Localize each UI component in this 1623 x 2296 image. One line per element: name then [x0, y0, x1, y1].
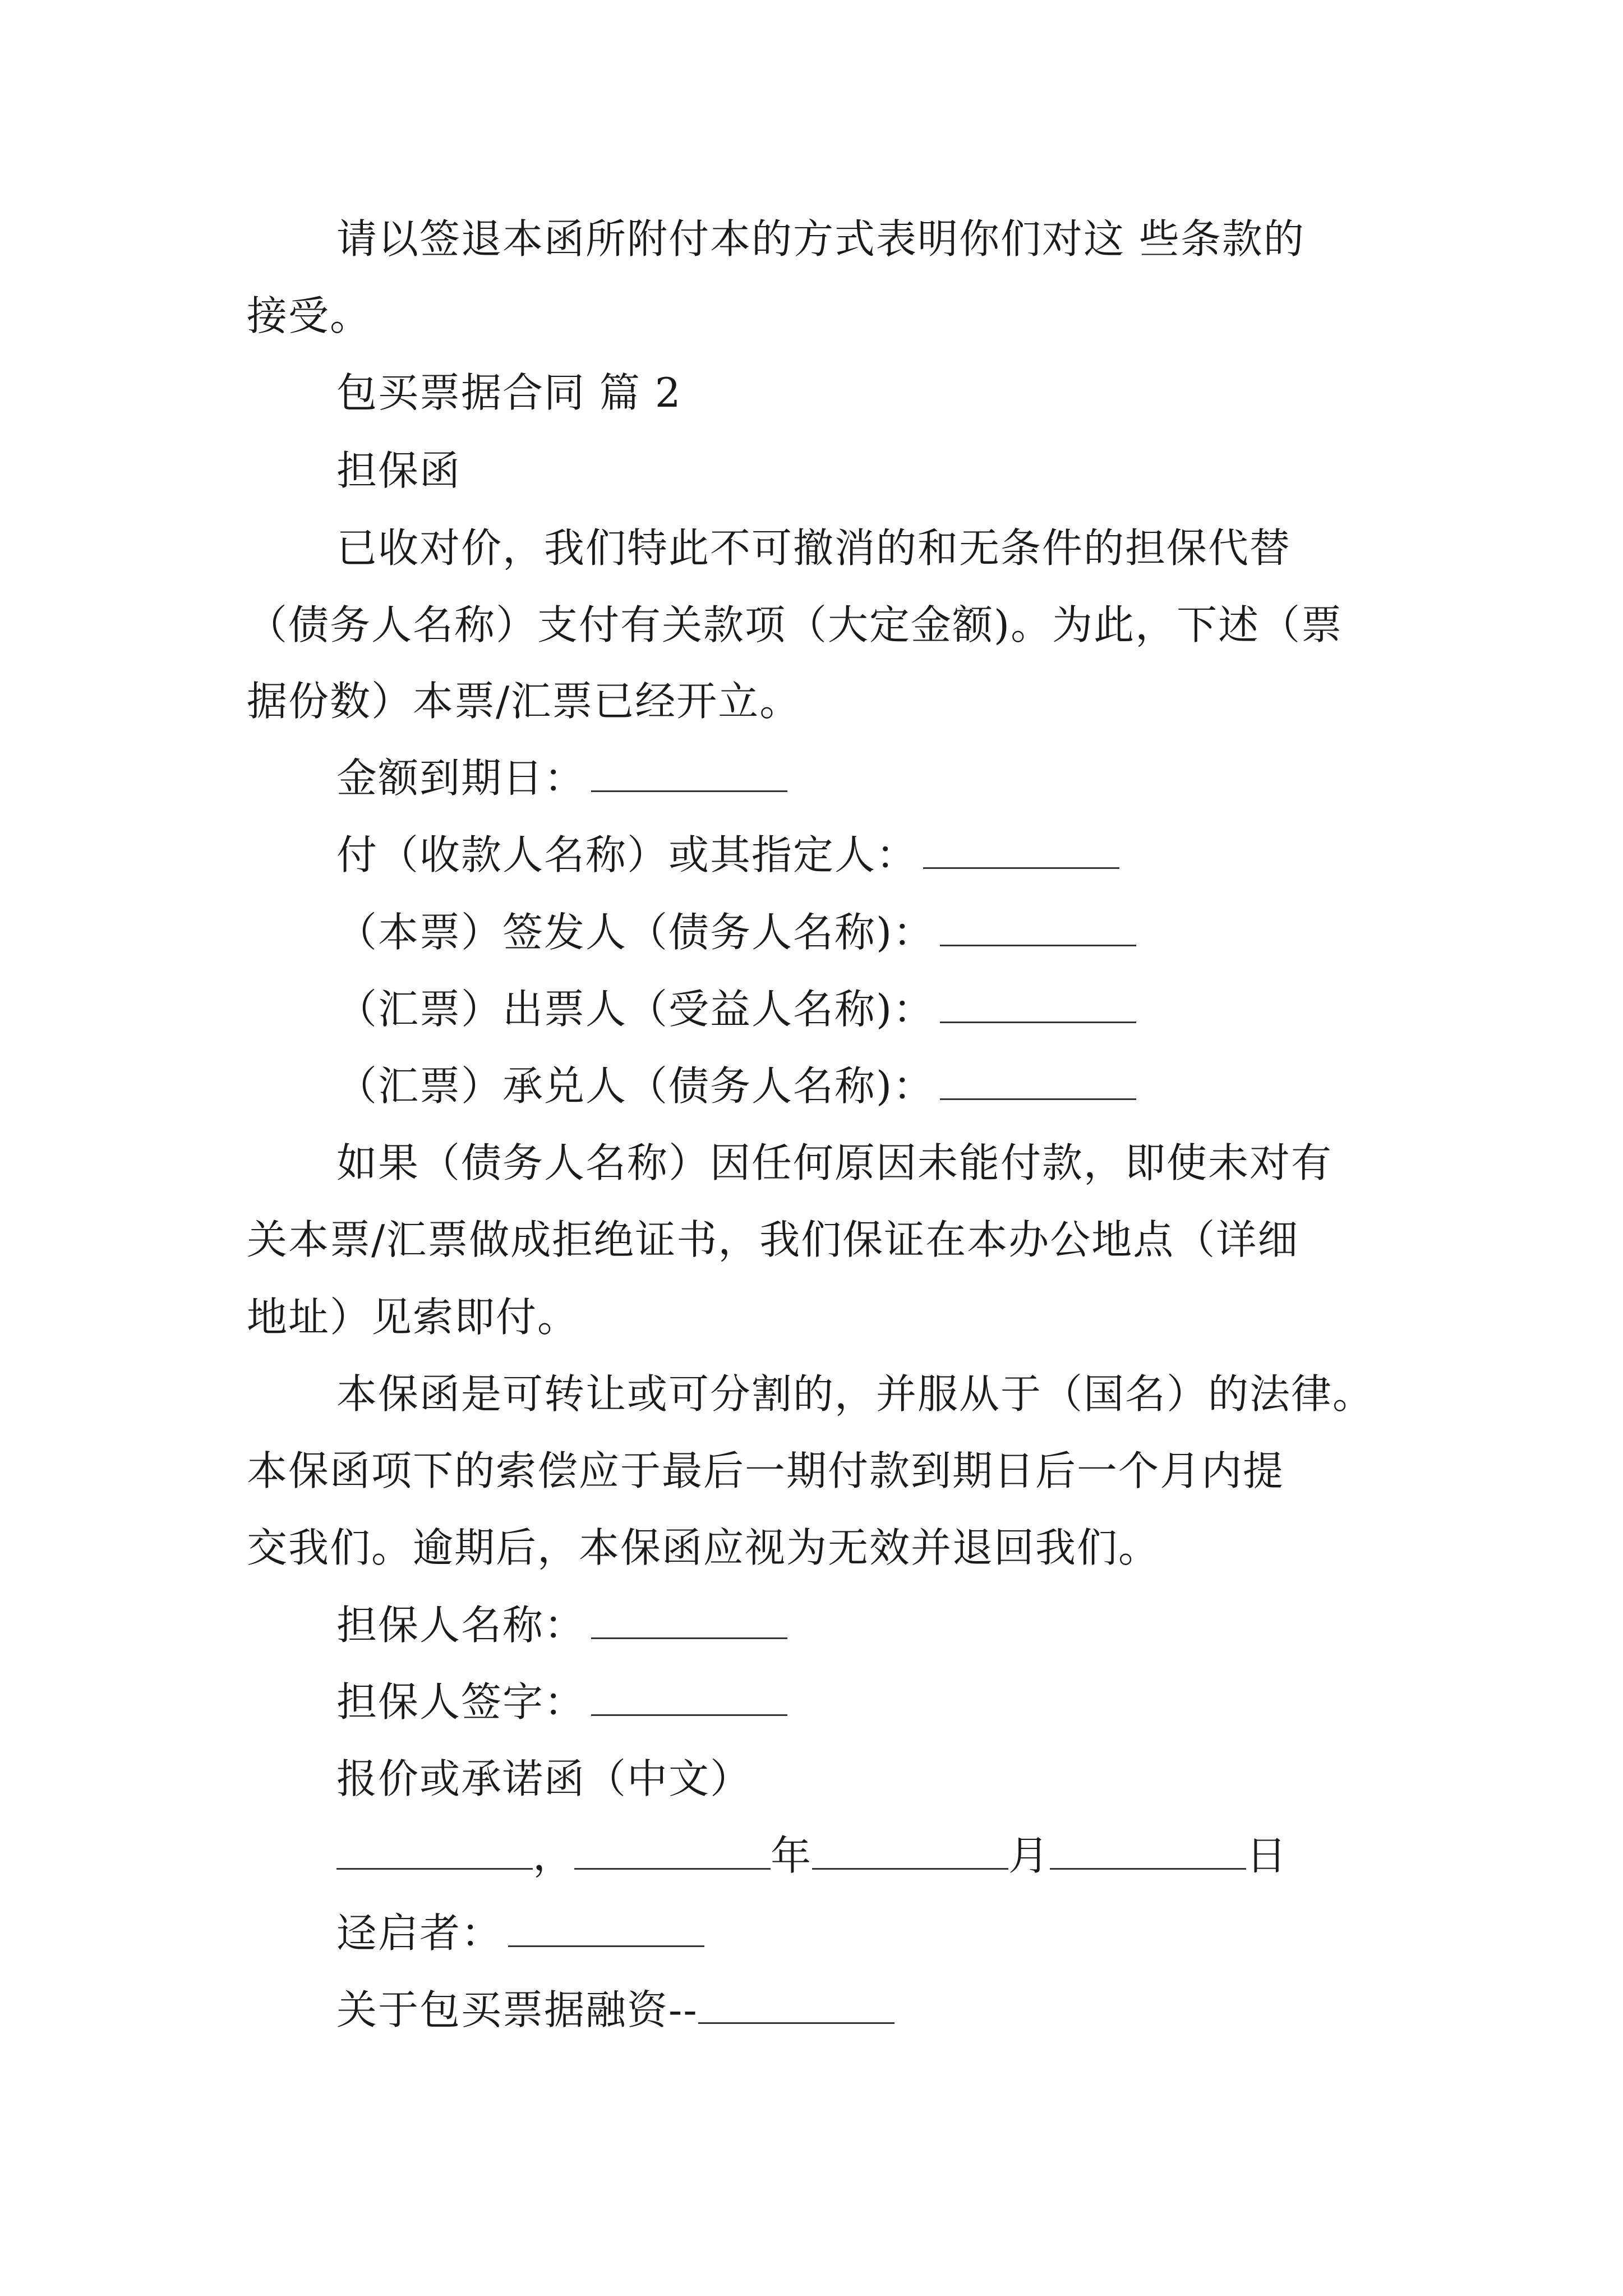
paragraph-4-line-1: 本保函是可转让或可分割的，并服从于（国名）的法律。 — [336, 1370, 1375, 1418]
subject-blank — [698, 1987, 895, 2024]
guarantor-signature-label: 担保人签字： — [336, 1678, 586, 1726]
payee-blank — [923, 832, 1119, 869]
year-label: 年 — [771, 1832, 813, 1879]
offer-title: 报价或承诺函（中文） — [336, 1755, 752, 1802]
paragraph-4-line-2: 本保函项下的索偿应于最后一期付款到期日后一个月内提 — [247, 1447, 1285, 1494]
year-blank — [574, 1833, 771, 1870]
drawer-blank — [940, 987, 1136, 1023]
guarantee-title: 担保函 — [336, 447, 462, 494]
issuer-label: （本票）签发人（债务人名称)： — [336, 909, 935, 956]
section-title: 包买票据合同 篇 2 — [336, 369, 682, 416]
paragraph-1-line-2: 接受。 — [247, 292, 372, 339]
drawer-label: （汇票）出票人（受益人名称)： — [336, 986, 935, 1033]
addressee-blank — [508, 1911, 704, 1947]
paragraph-2-line-1: 已收对价，我们特此不可撤消的和无条件的担保代替 — [336, 524, 1292, 572]
guarantor-signature-field — [336, 1675, 787, 1729]
guarantor-name-field — [336, 1598, 787, 1652]
acceptor-label: （汇票）承兑人（债务人名称)： — [336, 1062, 935, 1110]
addressee-field — [336, 1906, 704, 1960]
paragraph-1-line-1: 请以签退本函所附付本的方式表明你们对这 些条款的 — [336, 215, 1305, 263]
day-label: 日 — [1246, 1832, 1288, 1879]
paragraph-2-line-2: （债务人名称）支付有关款项（大定金额)。为此，下述（票 — [247, 601, 1343, 648]
issuer-blank — [940, 910, 1136, 946]
drawer-field — [336, 982, 1136, 1036]
due-date-blank — [591, 756, 787, 792]
date-line — [336, 1829, 1288, 1883]
paragraph-4-line-3: 交我们。逾期后，本保函应视为无效并退回我们。 — [247, 1524, 1160, 1571]
due-date-field — [336, 751, 787, 805]
paragraph-3-line-2: 关本票/汇票做成拒绝证书，我们保证在本办公地点（详细 — [247, 1216, 1299, 1263]
payee-label: 付（收款人名称）或其指定人： — [336, 831, 918, 878]
payee-field — [336, 828, 1119, 882]
acceptor-blank — [940, 1064, 1136, 1100]
paragraph-2-line-3: 据份数）本票/汇票已经开立。 — [247, 678, 801, 725]
subject-field — [336, 1983, 895, 2037]
issuer-field — [336, 905, 1136, 959]
addressee-label: 迳启者： — [336, 1910, 503, 1957]
guarantor-name-label: 担保人名称： — [336, 1602, 586, 1649]
acceptor-field — [336, 1059, 1136, 1113]
paragraph-3-line-3: 地址）见索即付。 — [247, 1294, 579, 1341]
place-blank — [336, 1833, 533, 1870]
guarantor-name-blank — [591, 1603, 787, 1639]
guarantor-signature-blank — [591, 1680, 787, 1716]
month-blank — [812, 1833, 1008, 1870]
due-date-label: 金额到期日： — [336, 754, 586, 802]
month-label: 月 — [1008, 1832, 1050, 1879]
day-blank — [1050, 1833, 1246, 1870]
date-comma: ， — [533, 1832, 575, 1879]
paragraph-3-line-1: 如果（债务人名称）因任何原因未能付款，即使未对有 — [336, 1139, 1333, 1186]
subject-label: 关于包买票据融资-- — [336, 1986, 698, 2033]
